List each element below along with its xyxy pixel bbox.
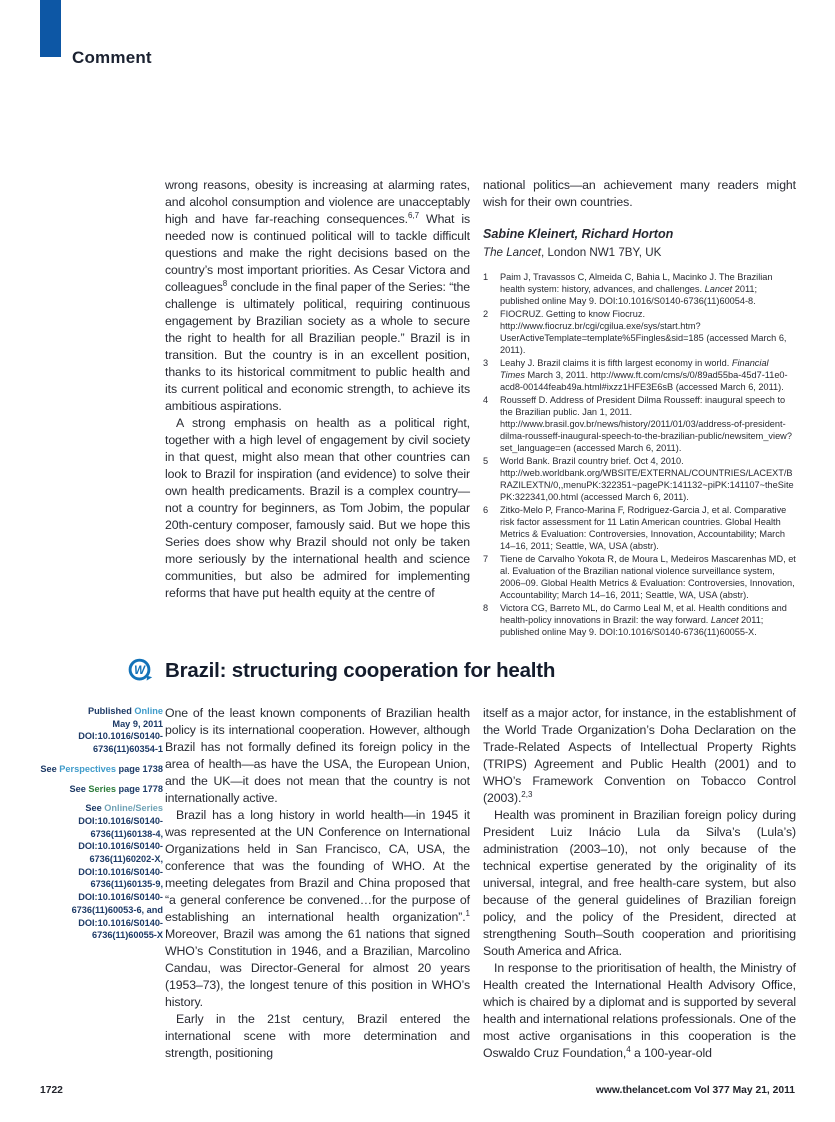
- margin-note-line: [40, 705, 163, 718]
- margin-note-line: [40, 904, 163, 917]
- margin-note-text: DOI:10.1016/S0140-: [78, 892, 163, 903]
- margin-note-line: [40, 891, 163, 904]
- reference-text: Rousseff D. Address of President Dilma Rousseff: inaugural speech to the Brazilian public. Jan 1, 2011. http://www.brasil.gov.br/news/history/2011/01/03/address-of-president-dilma-rousseff-inaugural-speech-to-the-brazilian-public/newsitem_view?set_language=en (accessed March 6, 2011).: [500, 395, 792, 453]
- margin-note-text: DOI:10.1016/S0140-: [78, 917, 163, 928]
- margin-note-text: Published: [87, 706, 135, 716]
- margin-note-line: [40, 815, 163, 828]
- margin-note-line: [40, 783, 163, 796]
- margin-note-link[interactable]: Online: [134, 706, 163, 716]
- page-number: 1722: [40, 1085, 63, 1096]
- reference-item: [483, 357, 796, 393]
- article2-column2: [483, 705, 796, 1062]
- reference-number: 3: [483, 358, 489, 368]
- margin-note-text: 6736(11)60202-X,: [89, 854, 163, 865]
- article1-affiliation: The Lancet, London NW1 7BY, UK: [483, 246, 662, 259]
- margin-note-text: DOI:10.1016/S0140-: [78, 731, 163, 742]
- reference-item: [483, 308, 796, 356]
- margin-note-text: See: [40, 763, 60, 774]
- reference-item: [483, 553, 796, 601]
- reference-item: [483, 455, 796, 503]
- margin-note-text: 6736(11)60135-9,: [90, 879, 163, 890]
- body-paragraph: Brazil has a long history in world health—in 1945 it was represented at the UN Conference on International Organizations held in San Francisco, CA, USA, the conference that was the founding of WHO. At the meeting delegates from Brazil and China proposed that “a general conference be convened…for the purpose of establishing an international health organization”.$^1$ Moreover, Brazil was among the 61 nations that signed WHO’s Constitution in 1946, and a Brazilian, Marcolino Candau, was Director-General for almost 20 years (1953–73), the longest tenure of this position in WHO’s history.: [165, 808, 470, 1009]
- reference-number: 6: [483, 505, 489, 515]
- reference-number: 2: [483, 309, 489, 319]
- online-w-icon: [126, 657, 153, 684]
- reference-number: 4: [483, 395, 489, 405]
- reference-text: Victora CG, Barreto ML, do Carmo Leal M, et al. Health conditions and health-policy innovations in Brazil: the way forward. Lancet 2011; published online May 9. DOI:10.1016/S0140-6736(11)60055-X.: [500, 603, 787, 637]
- reference-number: 7: [483, 554, 489, 564]
- reference-item: [483, 602, 796, 638]
- margin-note-line: [40, 802, 163, 815]
- margin-note-line: [40, 763, 163, 776]
- margin-note-line: [40, 743, 163, 756]
- margin-note-line: [40, 840, 163, 853]
- body-paragraph: Health was prominent in Brazilian foreign policy during President Luiz Inácio Lula da Silva’s (Lula’s) administration (2003–10), not only because of the technical expertise generated by the originality of its universal, integral, and free health-care system, but also because of the general guidelines of Brazilian foreign policy, and the policy of the President, directed at strengthening South–South cooperation and prioritising South America and Africa.: [483, 808, 796, 958]
- footer-journal-info: www.thelancet.com Vol 377 May 21, 2011: [595, 1085, 795, 1096]
- margin-note-text: DOI:10.1016/S0140-: [78, 841, 163, 852]
- lancet-blue-bar: [40, 0, 61, 57]
- body-paragraph: Early in the 21st century, Brazil entered the international scene with more determination and strength, positioning: [165, 1012, 470, 1060]
- article1-column2: [483, 177, 796, 639]
- body-paragraph: itself as a major actor, for instance, in the establishment of the World Trade Organization’s Doha Declaration on the Trade-Related Aspects of Intellectual Property Rights (TRIPS) Agreement and Public Health (2001) and to WHO’s Framework Convention on Tobacco Control (2003).$^{2,3}$: [483, 706, 796, 805]
- margin-note-text: DOI:10.1016/S0140-: [78, 866, 163, 877]
- margin-note-line: [40, 866, 163, 879]
- margin-note-line: [40, 929, 163, 942]
- margin-note-line: [40, 828, 163, 841]
- margin-note-text: See: [69, 783, 89, 794]
- body-paragraph: One of the least known components of Brazilian health policy is its international cooperation. However, although Brazil has not formally defined its foreign policy in the area of health—as have the USA, the European Union, and the UK—it does not mean that the country is not internationally active.: [165, 706, 470, 805]
- margin-note-text: May 9, 2011: [112, 718, 163, 729]
- margin-note-text: 6736(11)60053-6, and: [71, 904, 163, 915]
- margin-note-text: 6736(11)60354-1: [93, 744, 163, 755]
- reference-text: World Bank. Brazil country brief. Oct 4, 2010. http://web.worldbank.org/WBSITE/EXTERNAL/COUNTRIES/LACEXT/BRAZILEXTN/0,,menuPK:322351~pagePK:141132~piPK:141107~theSitePK:322341,00.html (accessed March 6, 2011).: [500, 456, 794, 502]
- margin-note-line: [40, 853, 163, 866]
- section-label: Comment: [72, 48, 152, 67]
- margin-note-link[interactable]: Series: [88, 783, 116, 794]
- svg-text:W: W: [134, 664, 145, 677]
- reference-number: 1: [483, 272, 489, 282]
- margin-note-text: DOI:10.1016/S0140-: [78, 815, 163, 826]
- reference-item: [483, 271, 796, 307]
- reference-item: [483, 394, 796, 454]
- article1-columns: [165, 177, 796, 639]
- reference-text: Zitko-Melo P, Franco-Marina F, Rodriguez-Garcia J, et al. Comparative risk factor assessment for 11 Latin American countries. Global Health Metrics & Evaluation: Controversies, Innovation, Accountability; March 14–16, 2011; Seattle, WA, USA (abstr).: [500, 505, 787, 551]
- reference-list: [483, 271, 796, 638]
- reference-text: Leahy J. Brazil claims it is fifth largest economy in world. Financial Times March 3, 2011. http://www.ft.com/cms/s/0/89ad55ba-45d7-11e0-acd8-00144feab49a.html#ixzz1HFE3E6sB (accessed March 6, 2011).: [500, 358, 788, 392]
- margin-note-link[interactable]: Online/Series: [104, 803, 163, 814]
- reference-text: Paim J, Travassos C, Almeida C, Bahia L, Macinko J. The Brazilian health system: history, advances, and challenges. Lancet 2011; published online May 9. DOI:10.1016/S0140-6736(11)60054-8.: [500, 272, 773, 306]
- article2-column1: [165, 705, 470, 1062]
- body-paragraph: A strong emphasis on health as a political right, together with a high level of engagement by civil society in that quest, might also mean that other countries can look to Brazil for inspiration (and evidence) to solve their own health predicaments. Brazil is a complex country—not a country for beginners, as Tom Jobim, the popular 20th-century composer, famously said. But we hope this Series does show why Brazil should not only be taken more seriously by the international health and science communities, but also be admired for implementing reforms that have put health equity at the centre of: [165, 416, 470, 600]
- margin-note-text: 6736(11)60055-X: [91, 930, 163, 941]
- body-paragraph: wrong reasons, obesity is increasing at alarming rates, and alcohol consumption and violence are unacceptably high and have far-reaching consequences.$^{6,7}$ What is needed now is continued political will to tackle difficult questions and make the right decisions based on the country’s most important priorities. As Cesar Victora and colleagues$^8$ conclude in the final paper of the Series: “the challenge is ultimately political, requiring continuous engagement by Brazilian society as a whole to secure the right to health for all Brazilian people.” Brazil is in transition. But the country is in an excellent position, thanks to its historical commitment to public health and its current political and economic strength, to achieve its ambitious aspirations.: [165, 178, 470, 413]
- reference-text: FIOCRUZ. Getting to know Fiocruz. http://www.fiocruz.br/cgi/cgilua.exe/sys/start.htm?UserActiveTemplate=template%5Fingles&sid=185 (accessed March 6, 2011).: [500, 309, 787, 355]
- margin-note-text: See: [85, 803, 105, 814]
- margin-note-link[interactable]: Perspectives: [59, 763, 116, 774]
- reference-text: Tiene de Carvalho Yokota R, de Moura L, Medeiros Mascarenhas MD, et al. Evaluation of the Brazilian national violence surveillance system, 2006–09. Global Health Metrics & Evaluation: Controversies, Innovation, Accountability; March 14–16, 2011; Seattle, WA, USA (abstr).: [500, 554, 796, 600]
- margin-note-line: [40, 917, 163, 930]
- article1-closing-paragraph: national politics—an achievement many readers might wish for their own countries.: [483, 178, 796, 209]
- margin-note-line: [40, 878, 163, 891]
- margin-note-line: [40, 718, 163, 731]
- reference-number: 8: [483, 603, 489, 613]
- article1-column1: [165, 177, 470, 639]
- reference-number: 5: [483, 456, 489, 466]
- article1-authors: Sabine Kleinert, Richard Horton: [483, 227, 674, 241]
- body-paragraph: In response to the prioritisation of health, the Ministry of Health created the International Health Advisory Office, which is chaired by a diplomat and is supported by several health and international relations professionals. One of the most active organisations in this cooperation is the Oswaldo Cruz Foundation,$^4$ a 100-year-old: [483, 961, 796, 1060]
- margin-note-text: page 1778: [116, 783, 163, 794]
- margin-note-line: [40, 730, 163, 743]
- article2-title-row: [126, 657, 555, 684]
- margin-notes: [40, 705, 163, 942]
- article2-title: Brazil: structuring cooperation for health: [165, 658, 556, 682]
- margin-note-text: page 1738: [116, 763, 163, 774]
- reference-item: [483, 504, 796, 552]
- margin-note-text: 6736(11)60138-4,: [90, 828, 163, 839]
